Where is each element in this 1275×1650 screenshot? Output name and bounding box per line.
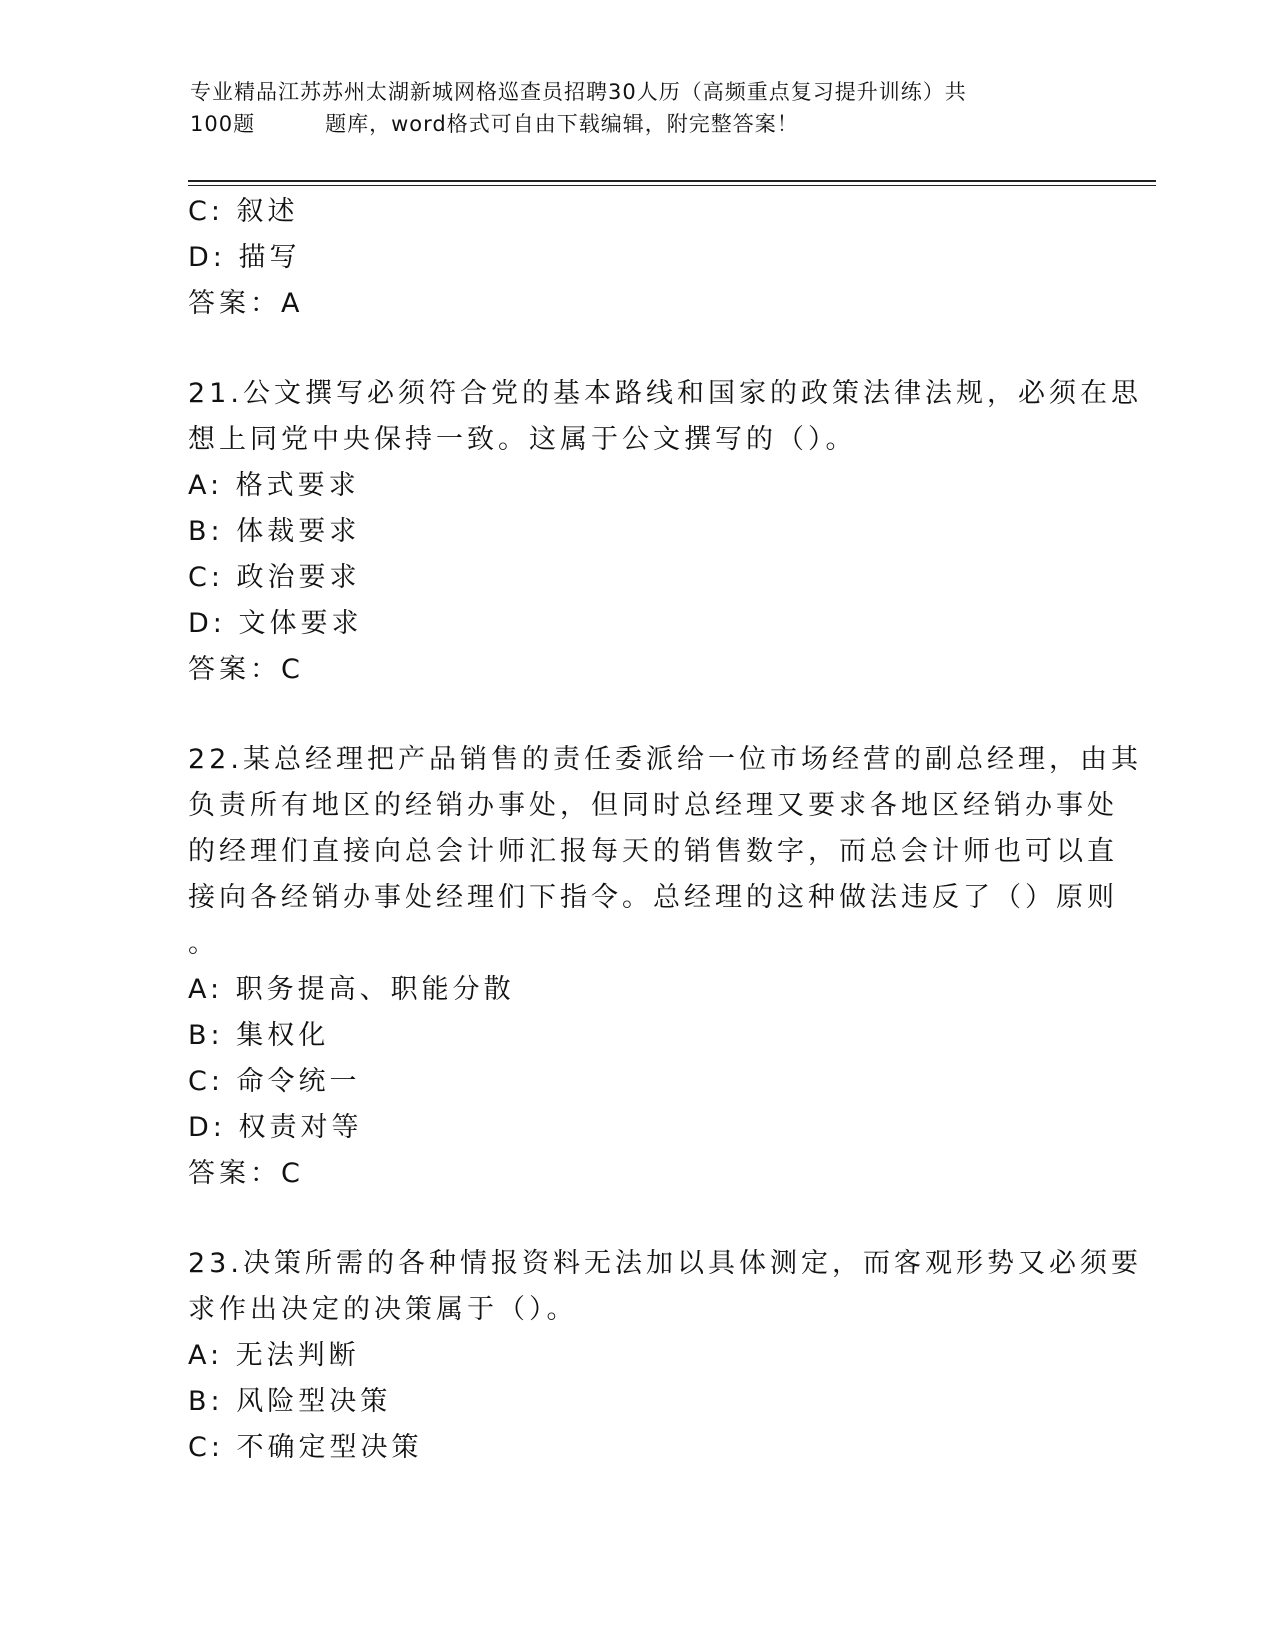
header-line-1: 专业精品江苏苏州太湖新城网格巡查员招聘30人历（高频重点复习提升训练）共 — [190, 80, 967, 104]
option-c: C: 叙述 — [188, 196, 299, 227]
option-c: C: 政治要求 — [188, 562, 361, 593]
option-c: C: 命令统一 — [188, 1066, 361, 1097]
document-header — [190, 76, 1120, 140]
question-text-line: 接向各经销办事处经理们下指令。总经理的这种做法违反了（）原则 — [188, 882, 1118, 913]
answer-line: 答案：C — [188, 654, 304, 685]
header-description: 题库，word格式可自由下载编辑，附完整答案！ — [325, 112, 799, 136]
header-rule-thick — [188, 180, 1156, 182]
option-c: C: 不确定型决策 — [188, 1432, 423, 1463]
question-23 — [188, 1241, 1142, 1471]
option-d: D: 权责对等 — [188, 1112, 363, 1143]
question-text-line: 21.公文撰写必须符合党的基本路线和国家的政策法律法规，必须在思 — [188, 378, 1142, 409]
question-21 — [188, 371, 1142, 693]
question-text-line: 的经理们直接向总会计师汇报每天的销售数字，而总会计师也可以直 — [188, 836, 1118, 867]
question-22 — [188, 737, 1142, 1197]
question-text-line: 负责所有地区的经销办事处，但同时总经理又要求各地区经销办事处 — [188, 790, 1118, 821]
header-gap — [255, 108, 325, 140]
option-b: B: 风险型决策 — [188, 1386, 392, 1417]
question-text-line: 23.决策所需的各种情报资料无法加以具体测定，而客观形势又必须要 — [188, 1248, 1142, 1279]
question-text-line: 想上同党中央保持一致。这属于公文撰写的（）。 — [188, 424, 857, 455]
question-20-tail — [188, 189, 1088, 327]
option-b: B: 集权化 — [188, 1020, 330, 1051]
header-line-2 — [190, 108, 1120, 140]
spacer — [188, 1197, 1088, 1241]
answer-line: 答案：A — [188, 288, 304, 319]
option-d: D: 描写 — [188, 242, 301, 273]
spacer — [188, 693, 1088, 737]
question-text-line: 求作出决定的决策属于（）。 — [188, 1294, 578, 1325]
option-a: A: 无法判断 — [188, 1340, 360, 1371]
question-text-line: 22.某总经理把产品销售的责任委派给一位市场经营的副总经理，由其 — [188, 744, 1142, 775]
option-d: D: 文体要求 — [188, 608, 363, 639]
option-a: A: 职务提高、职能分散 — [188, 974, 515, 1005]
option-b: B: 体裁要求 — [188, 516, 361, 547]
option-a: A: 格式要求 — [188, 470, 360, 501]
spacer — [188, 327, 1088, 371]
header-question-count: 100题 — [190, 112, 256, 136]
document-body — [188, 189, 1142, 1471]
header-rule-thin — [188, 185, 1156, 186]
answer-line: 答案：C — [188, 1158, 304, 1189]
question-text-line: 。 — [188, 928, 219, 959]
